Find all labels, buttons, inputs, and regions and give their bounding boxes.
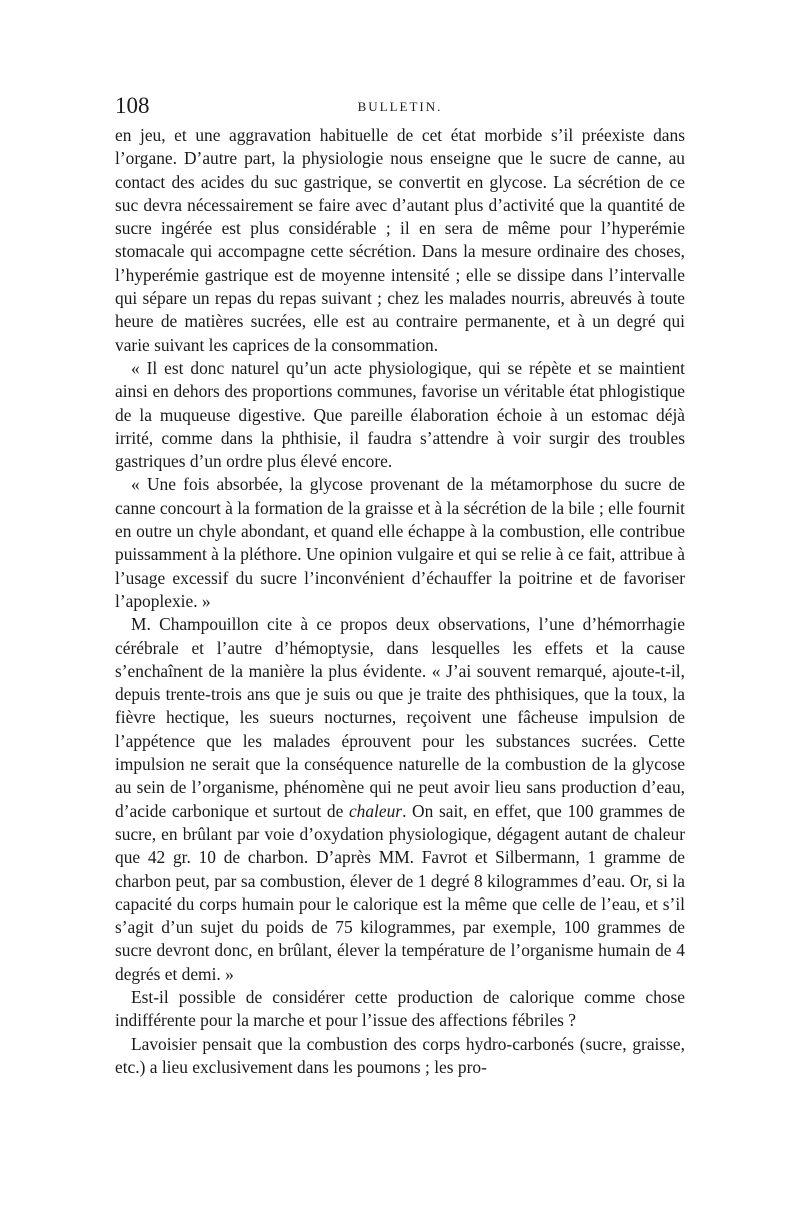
paragraph-6: Lavoisier pensait que la combustion des corps hydro-carbonés (sucre, graisse, etc.) a lieu exclusivement dans les poumons ; les pro-	[115, 1033, 685, 1077]
page-number: 108	[115, 93, 150, 118]
paragraph-4-part-1: M. Champouillon cite à ce propos deux observations, l’une d’hémorrhagie cérébrale et l’autre d’hémoptysie, dans lesquelles les effets et la cause s’enchaînent de la manière la plus évidente. « J’ai souvent remarqué, ajoute-t-il, depuis trente-trois ans que je suis ou que je traite des phthisiques, que la toux, la fièvre hectique, les sueurs nocturnes, reçoivent une fâcheuse impulsion de l’appétence que les malades éprouvent pour les substances sucrées. Cette impulsion ne serait que la conséquence naturelle de la combustion de la glycose au sein de l’organisme, phénomène qui ne peut avoir lieu sans production d’eau, d’acide carbonique et surtout de	[115, 614, 685, 821]
paragraph-2: « Il est donc naturel qu’un acte physiologique, qui se répète et se maintient ainsi en dehors des proportions communes, favorise un véritable état phlogistique de la muqueuse digestive. Que pareille élaboration échoie à un estomac déjà irrité, comme dans la phthisie, il faudra s’attendre à voir surgir des troubles gastriques d’un ordre plus élevé encore.	[115, 357, 685, 472]
page-header	[115, 92, 685, 124]
paragraph-4	[115, 613, 685, 986]
document-page	[115, 92, 685, 1079]
paragraph-4-part-2: . On sait, en effet, que 100 grammes de sucre, en brûlant par voie d’oxydation physiologique, dégagent autant de chaleur que 42 gr. 10 de charbon. D’après MM. Favrot et Silbermann, 1 gramme de charbon peut, par sa combustion, élever de 1 degré 8 kilogrammes d’eau. Or, si la capacité du corps humain pour le calorique est la même que celle de l’eau, et s’il s’agit d’un sujet du poids de 75 kilogrammes, par exemple, 100 grammes de sucre devront donc, en brûlant, élever la température de l’organisme humain de 4 degrés et demi. »	[115, 800, 685, 984]
running-head: BULLETIN.	[357, 99, 443, 114]
paragraph-5: Est-il possible de considérer cette production de calorique comme chose indifférente pour la marche et pour l’issue des affections fébriles ?	[115, 986, 685, 1031]
italic-word-chaleur: chaleur	[348, 800, 403, 821]
paragraph-1: en jeu, et une aggravation habituelle de cet état morbide s’il préexiste dans l’organe. D’autre part, la physiologie nous enseigne que le sucre de canne, au contact des acides du suc gastrique, se convertit en glycose. La sécrétion de ce suc devra nécessairement se faire avec d’autant plus d’activité que la quantité de sucre ingérée est plus considérable ; il en sera de même pour l’hyperémie stomacale qui accompagne cette sécrétion. Dans la mesure ordinaire des choses, l’hyperémie gastrique est de moyenne intensité ; elle se dissipe dans l’intervalle qui sépare un repas du repas suivant ; chez les malades nourris, abreuvés à toute heure de matières sucrées, elle est au contraire permanente, et à un degré qui varie suivant les caprices de la consommation.	[115, 125, 685, 355]
body-text	[115, 124, 685, 1079]
paragraph-3: « Une fois absorbée, la glycose provenant de la métamorphose du sucre de canne concourt à la formation de la graisse et à la sécrétion de la bile ; elle fournit en outre un chyle abondant, et quand elle échappe à la combustion, elle contribue puissamment à la pléthore. Une opinion vulgaire et qui se relie à ce fait, attribue à l’usage excessif du sucre l’inconvénient d’échauffer la poitrine et de favoriser l’apoplexie. »	[115, 474, 685, 611]
